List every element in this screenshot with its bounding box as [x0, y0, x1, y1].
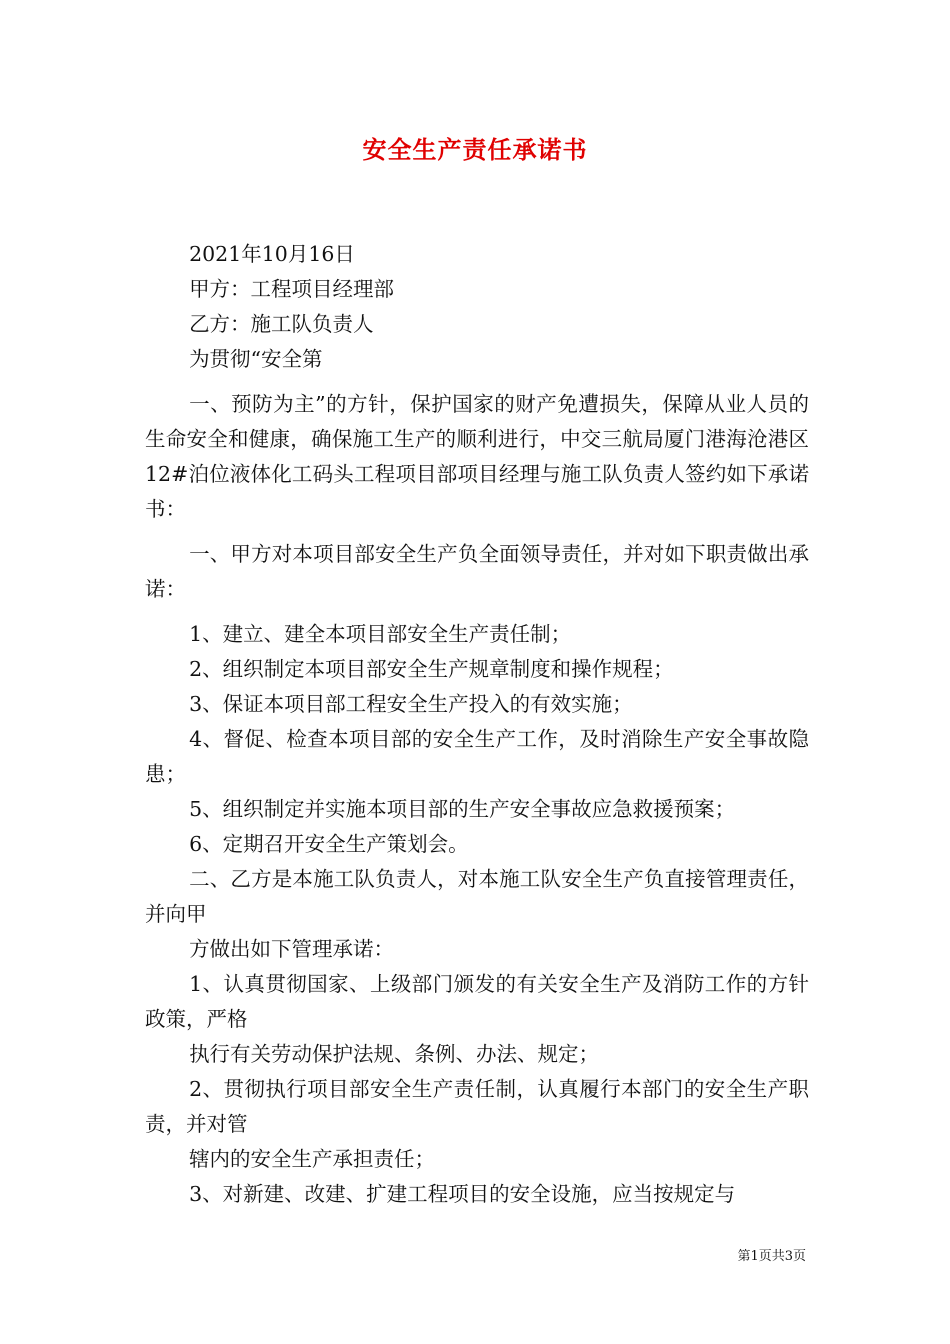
paragraph-intro: 为贯彻“安全第: [189, 347, 323, 371]
paragraph-continuation: 辖内的安全生产承担责任；: [189, 1147, 436, 1171]
list-item: 1、认真贯彻国家、上级部门颁发的有关安全生产及消防工作的方针政策，严格: [145, 972, 809, 1031]
document-title: 安全生产责任承诺书: [362, 135, 588, 164]
paragraph-party-a: 甲方：工程项目经理部: [189, 277, 395, 301]
list-item: 5、组织制定并实施本项目部的生产安全事故应急救援预案；: [189, 797, 736, 821]
paragraph-purpose: 一、预防为主”的方针，保护国家的财产免遭损失，保障从业人员的生命安全和健康，确保施工生产的顺利进行，中交三航局厦门港海沧港区12#泊位液体化工码头工程项目部项目经理与施工队负责人签约如下承诺书：: [145, 392, 809, 521]
document-body: [145, 237, 809, 1212]
list-item: 6、定期召开安全生产策划会。: [189, 832, 469, 856]
list-item: 3、对新建、改建、扩建工程项目的安全设施，应当按规定与: [189, 1182, 736, 1206]
list-item: 4、督促、检查本项目部的安全生产工作，及时消除生产安全事故隐患；: [145, 727, 809, 786]
list-item: 2、组织制定本项目部安全生产规章制度和操作规程；: [189, 657, 674, 681]
paragraph-continuation: 执行有关劳动保护法规、条例、办法、规定；: [189, 1042, 600, 1066]
list-item: 2、贯彻执行项目部安全生产责任制，认真履行本部门的安全生产职责，并对管: [145, 1077, 809, 1136]
paragraph-party-b: 乙方：施工队负责人: [189, 312, 374, 336]
list-item: 3、保证本项目部工程安全生产投入的有效实施；: [189, 692, 633, 716]
paragraph-date: 2021年10月16日: [189, 242, 355, 266]
list-item: 1、建立、建全本项目部安全生产责任制；: [189, 622, 572, 646]
paragraph-section-one: 一、甲方对本项目部安全生产负全面领导责任，并对如下职责做出承诺：: [145, 542, 809, 601]
page-number: 第1页共3页: [737, 1249, 806, 1264]
paragraph-continuation: 方做出如下管理承诺：: [189, 937, 395, 961]
paragraph-section-two: 二、乙方是本施工队负责人，对本施工队安全生产负直接管理责任，并向甲: [145, 867, 809, 926]
